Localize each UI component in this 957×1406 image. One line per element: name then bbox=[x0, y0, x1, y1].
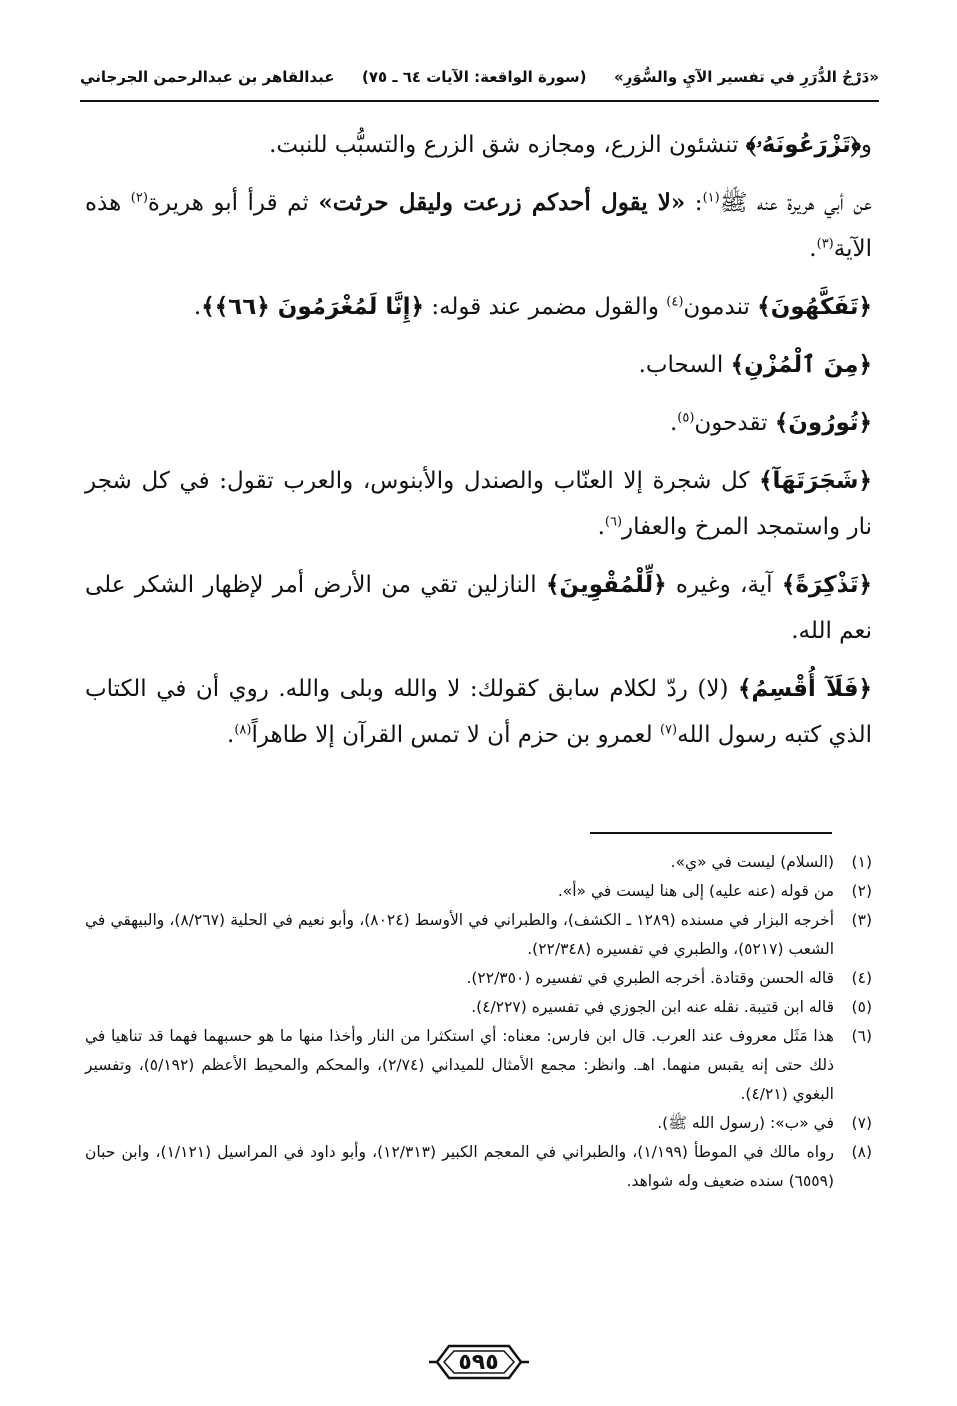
footnote-number: (٢) bbox=[851, 882, 872, 900]
paragraph-3: ﴿تَفَكَّهُونَ﴾ تندمون$^{(٤)}$ والقول مضمر عند قوله: ﴿إِنَّا لَمُغْرَمُونَ ﴿٦٦﴾﴾. bbox=[193, 294, 872, 320]
footnote-ref-7[interactable]: (٧) bbox=[659, 722, 678, 738]
footnote-number: (١) bbox=[851, 853, 872, 871]
footnote-text: رواه مالك في الموطأ (١/١٩٩)، والطبراني في المعجم الكبير (١٢/٣١٣)، وأبو داود في المراسيل (١/١٢١)، وابن حبان (٦٥٥٩) سنده ضعيف وله شواهد. bbox=[85, 1143, 834, 1190]
footnote-divider bbox=[590, 832, 832, 834]
footnote-text: أخرجه البزار في مسنده (١٢٨٩ ـ الكشف)، والطبراني في الأوسط (٨٠٢٤)، وأبو نعيم في الحلية (٨/٢٦٧)، والبيهقي في الشعب (٥٢١٧)، والطبري في تفسيره (٢٢/٣٤٨). bbox=[85, 911, 834, 958]
footnote bbox=[85, 1138, 872, 1196]
footnote-text: قاله الحسن وقتادة. أخرجه الطبري في تفسيره (٢٢/٣٥٠). bbox=[466, 969, 834, 987]
footnote-number: (٧) bbox=[851, 1114, 872, 1132]
paragraph-8: ﴿فَلَآ أُقْسِمُ﴾ (لا) ردّ لكلام سابق كقولك: لا والله وبلى والله. روي أن في الكتاب الذي كتبه رسول الله$^{(٧)}$ لعمرو بن حزم أن لا تمس القرآن إلا طاهراً$^{(٨)}$. bbox=[85, 676, 872, 748]
book-title: «دَرْجُ الدُّرَرِ في تفسير الآيِ والسُّوَرِ» bbox=[614, 68, 879, 86]
paragraph-5: ﴿تُورُونَ﴾ تقدحون$^{(٥)}$. bbox=[669, 410, 872, 436]
surah-range: (سورة الواقعة: الآيات ٦٤ ـ ٧٥) bbox=[361, 68, 587, 86]
footnote-ref-6[interactable]: (٦) bbox=[604, 514, 623, 530]
page-number: ٥٩٥ bbox=[458, 1349, 499, 1375]
header-divider bbox=[80, 100, 879, 102]
paragraph-7: ﴿تَذْكِرَةً﴾ آية، وغيره ﴿لِّلْمُقْوِينَ﴾ النازلين تقي من الأرض أمر لإظهار الشكر على نعم الله. bbox=[85, 572, 872, 644]
footnote-ref-1[interactable]: (١) bbox=[702, 190, 720, 206]
paragraph-6: ﴿شَجَرَتَهَآ﴾ كل شجرة إلا العنّاب والصندل والأبنوس، والعرب تقول: في كل شجر نار واستمجد المرخ والعفار$^{(٦)}$. bbox=[85, 468, 872, 540]
quran-word: ﴿تُورُونَ﴾ bbox=[774, 410, 872, 436]
footnote-text: (السلام) ليست في «ي». bbox=[670, 853, 834, 871]
quran-word: ﴿لِّلْمُقْوِينَ﴾ bbox=[545, 572, 667, 598]
footnote-ref-2[interactable]: (٢) bbox=[130, 190, 148, 206]
quran-word: ﴿شَجَرَتَهَآ﴾ bbox=[759, 468, 872, 494]
quran-word: ﴿تَفَكَّهُونَ﴾ bbox=[757, 294, 872, 320]
running-header bbox=[80, 60, 879, 94]
footnote bbox=[85, 1022, 872, 1109]
quran-word: ﴿تَزْرَعُونَهُۥ﴾ bbox=[745, 132, 861, 158]
footnote bbox=[85, 964, 872, 993]
main-text bbox=[85, 122, 872, 770]
paragraph-2: عن أبي هريرة عنه ﷺ$^{(١)}$: «لا يقول أحدكم زرعت وليقل حرثت» ثم قرأ أبو هريرة$^{(٢)}$ هذه الآية$^{(٣)}$. bbox=[85, 189, 872, 262]
footnote bbox=[85, 1109, 872, 1138]
footnote-ref-8[interactable]: (٨) bbox=[234, 722, 252, 738]
footnote bbox=[85, 848, 872, 877]
quran-word: ﴿إِنَّا لَمُغْرَمُونَ ﴿٦٦﴾﴾ bbox=[201, 294, 425, 320]
footnote-text: قاله ابن قتيبة. نقله عنه ابن الجوزي في تفسيره (٤/٢٢٧). bbox=[471, 998, 834, 1016]
footnotes bbox=[85, 848, 872, 1196]
quran-word: ﴿تَذْكِرَةً﴾ bbox=[781, 572, 872, 598]
footnote-ref-5[interactable]: (٥) bbox=[677, 410, 695, 426]
paragraph-1: و﴿تَزْرَعُونَهُۥ﴾ تنشئون الزرع، ومجازه شق الزرع والتسبُّب للنبت. bbox=[269, 132, 872, 158]
footnote-number: (٨) bbox=[851, 1143, 872, 1161]
footnote-text: من قوله (عنه عليه) إلى هنا ليست في «أ». bbox=[557, 882, 834, 900]
footnote bbox=[85, 906, 872, 964]
footnote-ref-3[interactable]: (٣) bbox=[816, 236, 834, 252]
footnote-ref-4[interactable]: (٤) bbox=[666, 294, 684, 310]
quran-word: ﴿مِنَ ٱلْمُزْنِ﴾ bbox=[730, 352, 872, 378]
quran-word: ﴿فَلَآ أُقْسِمُ﴾ bbox=[737, 676, 872, 702]
footnote-text: في «ب»: (رسول الله ﷺ). bbox=[657, 1114, 834, 1132]
footnote-number: (٥) bbox=[851, 998, 872, 1016]
paragraph-4: ﴿مِنَ ٱلْمُزْنِ﴾ السحاب. bbox=[638, 352, 872, 378]
footnote bbox=[85, 877, 872, 906]
page-number-badge bbox=[427, 1340, 531, 1384]
footnote-number: (٤) bbox=[851, 969, 872, 987]
footnote-text: هذا مَثَل معروف عند العرب. قال ابن فارس: معناه: أي استكثرا من النار وأخذا منها ما هو حسبهما فهما قد تناهيا في ذلك حتى إنه يقبس منهما. اهـ. وانظر: مجمع الأمثال للميداني (٢/٧٤)، والمحكم والمحيط الأعظم (٥/١٩٢)، وتفسير البغوي (٤/٢١). bbox=[85, 1027, 834, 1103]
footnote-number: (٣) bbox=[851, 911, 872, 929]
author-name: عبدالقاهر بن عبدالرحمن الجرجاني bbox=[80, 68, 335, 86]
hadith-quote: «لا يقول أحدكم زرعت وليقل حرثت» bbox=[318, 189, 686, 216]
footnote bbox=[85, 993, 872, 1022]
footnote-number: (٦) bbox=[851, 1027, 872, 1045]
